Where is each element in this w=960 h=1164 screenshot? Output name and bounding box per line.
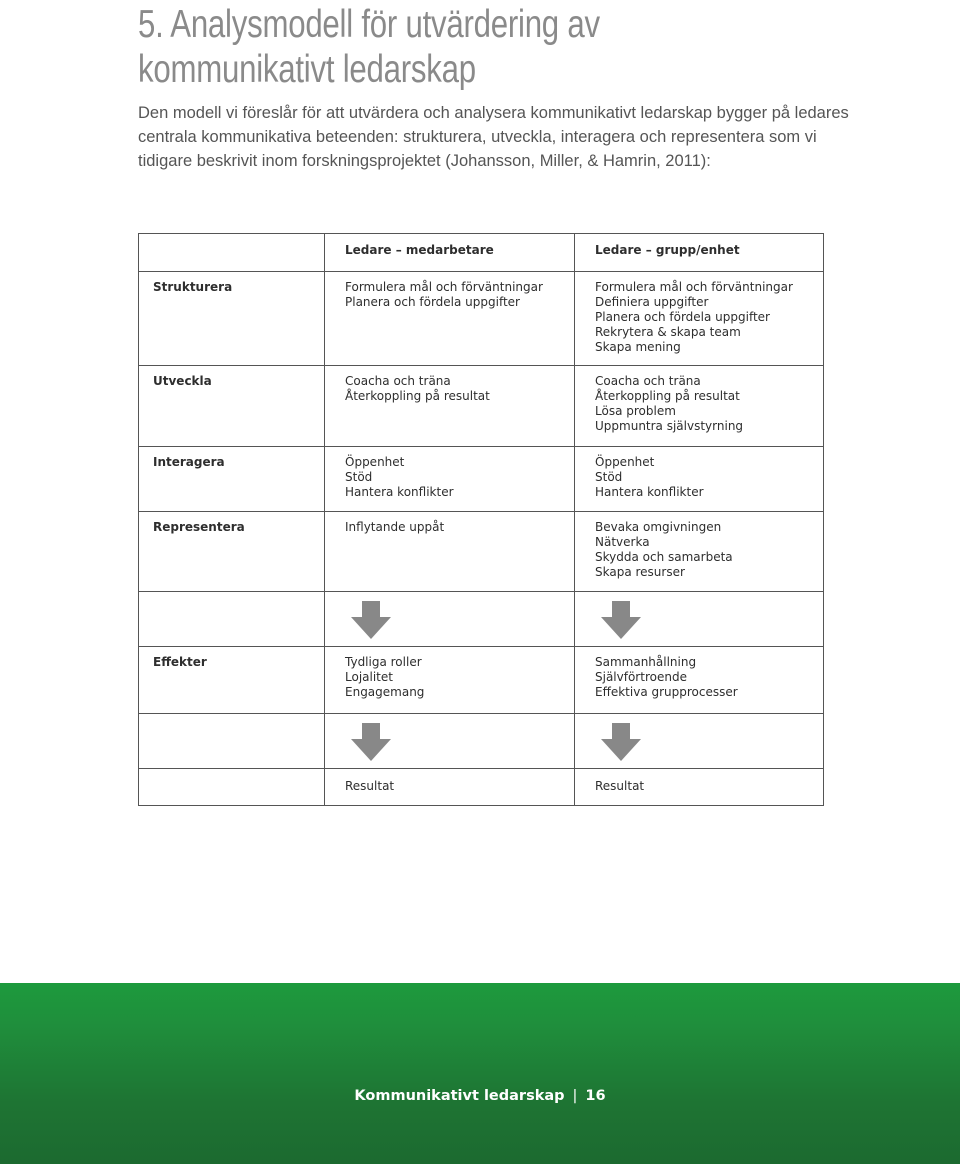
list-item: Skapa resurser [595, 565, 685, 579]
list-item: Tydliga roller [345, 655, 422, 669]
row-label-utveckla: Utveckla [139, 366, 325, 447]
cell-effekter-medarbetare [325, 647, 575, 714]
table-row-resultat [139, 769, 824, 806]
table-header-row [139, 234, 824, 272]
page-title [138, 2, 762, 92]
list-item: Formulera mål och förväntningar [595, 280, 793, 294]
arrow-cell-medarbetare [325, 714, 575, 769]
list-item: Skydda och samarbeta [595, 550, 733, 564]
list-item: Coacha och träna [345, 374, 451, 388]
down-arrow-icon [351, 601, 391, 639]
row-label-representera: Representera [139, 512, 325, 592]
down-arrow-icon [601, 601, 641, 639]
cell-interagera-grupp [575, 447, 824, 512]
list-item: Planera och fördela uppgifter [345, 295, 520, 309]
list-item: Lojalitet [345, 670, 393, 684]
table-row-utveckla [139, 366, 824, 447]
arrow-cell-medarbetare [325, 592, 575, 647]
list-item: Öppenhet [595, 455, 655, 469]
list-item: Engagemang [345, 685, 425, 699]
cell-representera-grupp [575, 512, 824, 592]
list-item: Uppmuntra självstyrning [595, 419, 744, 433]
cell-effekter-grupp [575, 647, 824, 714]
list-item: Självförtroende [595, 670, 687, 684]
down-arrow-icon [351, 723, 391, 761]
page-title-line-2: kommunikativt ledarskap [138, 48, 476, 91]
cell-strukturera-grupp [575, 272, 824, 366]
cell-utveckla-grupp [575, 366, 824, 447]
list-item: Nätverka [595, 535, 650, 549]
list-item: Stöd [345, 470, 373, 484]
list-item: Återkoppling på resultat [595, 389, 740, 403]
arrow-row-empty-cell [139, 714, 325, 769]
page-footer [0, 983, 960, 1164]
list-item: Lösa problem [595, 404, 676, 418]
cell-interagera-medarbetare [325, 447, 575, 512]
list-item: Inflytande uppåt [345, 520, 445, 534]
list-item: Hantera konflikter [345, 485, 454, 499]
list-item: Bevaka omgivningen [595, 520, 722, 534]
cell-representera-medarbetare [325, 512, 575, 592]
list-item: Stöd [595, 470, 623, 484]
cell-utveckla-medarbetare [325, 366, 575, 447]
header-ledare-grupp-enhet: Ledare – grupp/enhet [575, 234, 824, 272]
list-item: Coacha och träna [595, 374, 701, 388]
row-label-strukturera: Strukturera [139, 272, 325, 366]
down-arrow-icon [601, 723, 641, 761]
table-row-interagera [139, 447, 824, 512]
list-item: Formulera mål och förväntningar [345, 280, 543, 294]
cell-resultat-medarbetare: Resultat [325, 769, 575, 806]
table-row-strukturera [139, 272, 824, 366]
row-label-interagera: Interagera [139, 447, 325, 512]
arrow-row-empty-cell [139, 592, 325, 647]
table-row-effekter [139, 647, 824, 714]
list-item: Planera och fördela uppgifter [595, 310, 770, 324]
arrow-cell-grupp [575, 592, 824, 647]
cell-strukturera-medarbetare [325, 272, 575, 366]
list-item: Sammanhållning [595, 655, 697, 669]
list-item: Definiera uppgifter [595, 295, 709, 309]
row-label-resultat-empty [139, 769, 325, 806]
footer-title: Kommunikativt ledarskap [354, 1088, 565, 1104]
table-row-representera [139, 512, 824, 592]
header-empty-cell [139, 234, 325, 272]
list-item: Skapa mening [595, 340, 681, 354]
list-item: Rekrytera & skapa team [595, 325, 741, 339]
arrow-row-1 [139, 592, 824, 647]
footer-text [0, 1088, 960, 1104]
list-item: Öppenhet [345, 455, 405, 469]
list-item: Effektiva grupprocesser [595, 685, 738, 699]
page-title-line-1: 5. Analysmodell för utvärdering av [138, 3, 600, 46]
arrow-row-2 [139, 714, 824, 769]
list-item: Hantera konflikter [595, 485, 704, 499]
row-label-effekter: Effekter [139, 647, 325, 714]
cell-resultat-grupp: Resultat [575, 769, 824, 806]
analysis-model-table [138, 233, 824, 806]
list-item: Återkoppling på resultat [345, 389, 490, 403]
header-ledare-medarbetare: Ledare – medarbetare [325, 234, 575, 272]
page-number: 16 [585, 1088, 606, 1104]
arrow-cell-grupp [575, 714, 824, 769]
footer-separator: | [572, 1088, 578, 1104]
intro-paragraph: Den modell vi föreslår för att utvärdera och analysera kommunikativt ledarskap bygger på ledares centrala kommunikativa beteenden: strukturera, utveckla, interagera och representera som vi tidigare beskrivit inom forskningsprojektet (Johansson, Miller, & Hamrin, 2011): [138, 104, 849, 170]
